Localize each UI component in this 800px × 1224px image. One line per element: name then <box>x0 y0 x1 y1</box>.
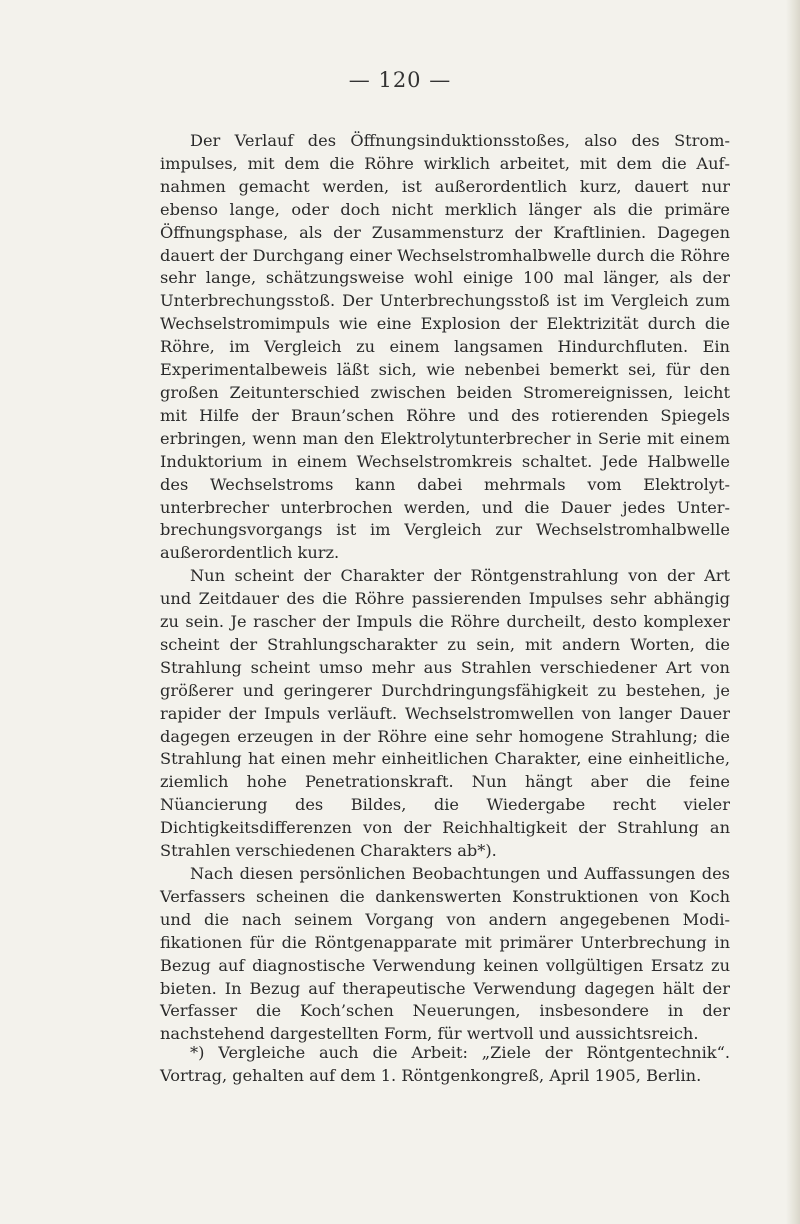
footnote-text: *) Vergleiche auch die Arbeit: „Ziele der Röntgentechnik“. Vortrag, gehalten auf dem 1. Röntgenkongreß, April 1905, Berlin. <box>160 1043 730 1085</box>
page-edge <box>786 0 800 1224</box>
paragraph-3: Nach diesen persönlichen Beobachtungen und Auffassungen des Verfassers scheinen die dankenswerten Konstruktionen von Koch und die nach seinem Vorgang von andern angegebenen Modifikationen für die Röntgenapparate mit primärer Unterbrechung in Bezug auf diagnostische Verwendung keinen vollgültigen Ersatz zu bieten. In Bezug auf therapeutische Verwendung dagegen hält der Verfasser die Koch’schen Neuerungen, insbesondere in der nachstehend dargestellten Form, für wertvoll und aussichtsreich. <box>160 864 730 1044</box>
body-text <box>160 130 730 1046</box>
page-number: — 120 — <box>348 68 452 92</box>
paragraph-1: Der Verlauf des Öffnungsinduktionsstoßes, also des Stromimpulses, mit dem die Röhre wirklich arbeitet, mit dem die Aufnahmen gemacht werden, ist außerordentlich kurz, dauert nur ebenso lange, oder doch nicht merklich länger als die primäre Öffnungsphase, als der Zusammensturz der Kraftlinien. Dagegen dauert der Durchgang einer Wechselstromhalbwelle durch die Röhre sehr lange, schätzungsweise wohl einige 100 mal länger, als der Unterbrechungsstoß. Der Unterbrechungsstoß ist im Vergleich zum Wechselstromimpuls wie eine Explosion der Elektrizität durch die Röhre, im Vergleich zu einem langsamen Hindurchfluten. Ein Experimentalbeweis läßt sich, wie nebenbei bemerkt sei, für den großen Zeitunterschied zwischen beiden Stromereignissen, leicht mit Hilfe der Braun’schen Röhre und des rotierenden Spiegels erbringen, wenn man den Elektrolytunterbrecher in Serie mit einem Induktorium in einem Wechselstromkreis schaltet. Jede Halbwelle des Wechselstroms kann dabei mehrmals vom Elektrolytunterbrecher unterbrochen werden, und die Dauer jedes Unterbrechungsvorgangs ist im Vergleich zur Wechselstromhalbwelle außerordentlich kurz. <box>160 131 730 563</box>
footnote <box>160 1042 730 1088</box>
paragraph-2: Nun scheint der Charakter der Röntgenstrahlung von der Art und Zeitdauer des die Röhre passierenden Impulses sehr abhängig zu sein. Je rascher der Impuls die Röhre durcheilt, desto komplexer scheint der Strahlungscharakter zu sein, mit andern Worten, die Strahlung scheint umso mehr aus Strahlen verschiedener Art von größerer und geringerer Durchdringungsfähigkeit zu bestehen, je rapider der Impuls verläuft. Wechselstromwellen von langer Dauer dagegen erzeugen in der Röhre eine sehr homogene Strahlung; die Strahlung hat einen mehr einheitlichen Charakter, eine einheitliche, ziemlich hohe Penetrationskraft. Nun hängt aber die feine Nüancierung des Bildes, die Wiedergabe recht vieler Dichtigkeitsdifferenzen von der Reichhaltigkeit der Strahlung an Strahlen verschiedenen Charakters ab*). <box>160 566 730 861</box>
